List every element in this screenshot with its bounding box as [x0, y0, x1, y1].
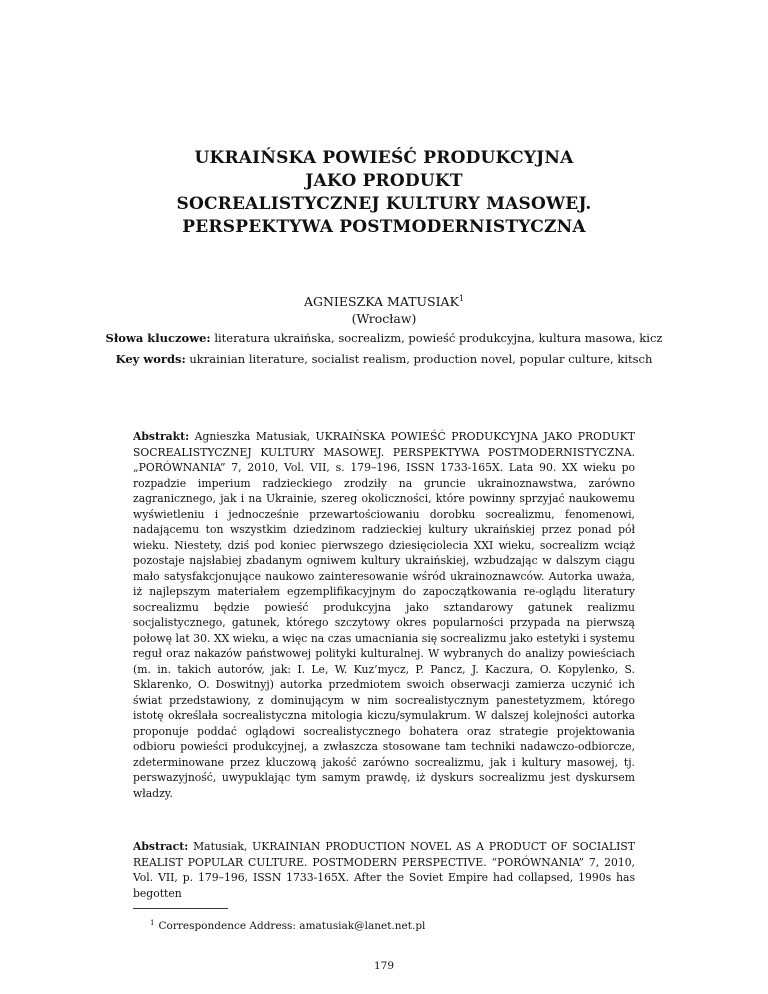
keywords-polish [0, 330, 768, 346]
author-name-line [0, 293, 768, 310]
keywords-english [0, 351, 768, 367]
author-name: AGNIESZKA MATUSIAK [303, 294, 459, 309]
author-affiliation: (Wrocław) [351, 311, 417, 326]
footnote-text: Correspondence Address: amatusiak@lanet.net.pl [158, 920, 426, 932]
footnote-divider [133, 908, 228, 909]
footnote [150, 919, 630, 933]
keywords-english-label: Key words: [115, 352, 186, 366]
article-title [90, 147, 678, 239]
title-line-3: SOCREALISTYCZNEJ KULTURY MASOWEJ. [176, 194, 592, 214]
title-line-1: UKRAIŃSKA POWIEŚĆ PRODUKCYJNA [194, 148, 574, 168]
abstract-english [133, 839, 635, 901]
abstract-polish-text: Agnieszka Matusiak, UKRAIŃSKA POWIEŚĆ PRODUKCYJNA JAKO PRODUKT SOCREALISTYCZNEJ KULTURY MASOWEJ. PERSPEKTYWA POSTMODERNISTYCZNA. „PORÓWNANIA” 7, 2010, Vol. VII, s. 179–196, ISSN 1733-165X. Lata 90. XX wieku po rozpadzie imperium radzieckiego zrodziły na gruncie ukrainoznawstwa, zarówno zagranicznego, jak i na Ukrainie, szereg okoliczności, które powinny sprzyjać naukowemu wyświetleniu i jednocześnie przewartościowaniu dorobku socrealizmu, fenomenowi, nadającemu ton wszystkim dziedzinom radzieckiej kultury ukraińskiej przez ponad pół wieku. Niestety, dziś pod koniec pierwszego dziesięciolecia XXI wieku, socrealizm wciąż pozostaje najsłabiej zbadanym ogniwem kultury ukraińskiej, wzbudzając w dalszym ciągu mało satysfakcjonujące naukowo zainteresowanie wśród ukrainoznawców. Autorka uważa, iż najlepszym materiałem egzemplifikacyjnym do zapoczątkowania re-oglądu literatury socrealizmu będzie powieść produkcyjna jako sztandarowy gatunek realizmu socjalistycznego, gatunek, którego szczytowy okres popularności przypada na pierwszą połowę lat 30. XX wieku, a więc na czas umacniania się socrealizmu jako estetyki i systemu reguł oraz nakazów państwowej polityki kulturalnej. W wybranych do analizy powieściach (m. in. takich autorów, jak: I. Le, W. Kuz’mycz, P. Pancz, J. Kaczura, O. Kopylenko, S. Sklarenko, O. Doswitnyj) autorka przedmiotem swoich obserwacji zamierza uczynić ich świat przedstawiony, z dominującym w nim socrealistycznym panestetyzmem, którego istotę określała socrealistyczna mitologia kiczu/symulakrum. W dalszej kolejności autorka proponuje poddać oglądowi socrealistycznego bohatera oraz strategie projektowania odbioru powieści produkcyjnej, a zwłaszcza stosowane tam techniki nadawczo-odbiorcze, zdeterminowane przez kluczową jakość zarówno socrealizmu, jak i kultury masowej, tj. perswazyjność, uwypuklając tym samym prawdę, iż dyskurs socrealizmu jest dyskursem władzy. [133, 430, 635, 800]
keywords-english-text: ukrainian literature, socialist realism, production novel, popular culture, kitsch [185, 352, 653, 366]
abstract-polish-label: Abstrakt: [133, 430, 190, 443]
author-block [0, 293, 768, 327]
keywords-polish-text: literatura ukraińska, socrealizm, powieść produkcyjna, kultura masowa, kicz [210, 331, 663, 345]
page-number: 179 [373, 960, 395, 972]
title-line-4: PERSPEKTYWA POSTMODERNISTYCZNA [182, 217, 586, 237]
title-line-2: JAKO PRODUKT [305, 171, 463, 191]
keywords-polish-label: Słowa kluczowe: [105, 331, 211, 345]
footnote-mark: 1 [150, 918, 155, 927]
abstract-polish [133, 429, 635, 801]
abstract-english-text: Matusiak, UKRAINIAN PRODUCTION NOVEL AS A PRODUCT OF SOCIALIST REALIST POPULAR CULTURE. POSTMODERN PERSPECTIVE. “PORÓWNANIA” 7, 2010, Vol. VII, p. 179–196, ISSN 1733-165X. After the Soviet Empire had collapsed, 1990s has begotten [133, 840, 635, 900]
author-footnote-mark: 1 [458, 293, 465, 303]
abstract-english-label: Abstract: [133, 840, 189, 853]
